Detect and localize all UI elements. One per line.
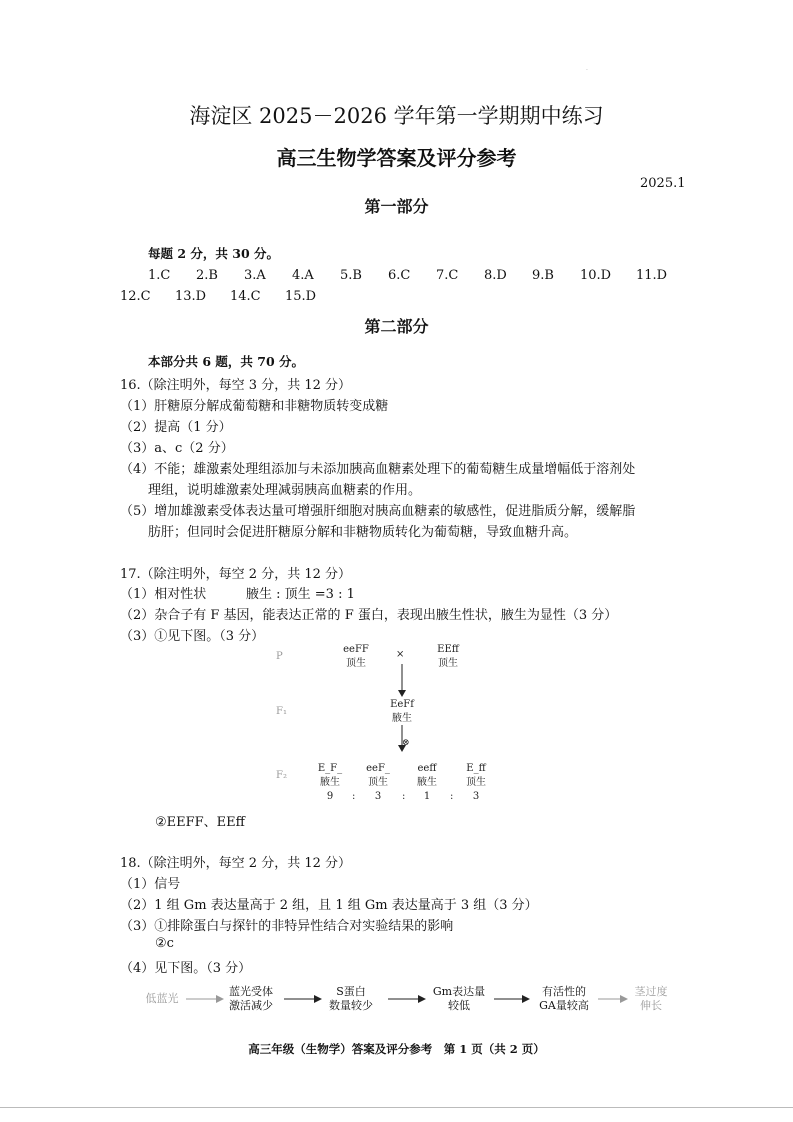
f2-phenotype: 顶生 (466, 777, 486, 788)
flow-step-2-line1: S蛋白 (336, 985, 366, 998)
f2-class (358, 762, 398, 804)
flow-step-4-line1: 有活性的 (542, 985, 586, 998)
parent2-phenotype: 顶生 (438, 658, 458, 669)
q16-answer-5b: 肪肝；但同时会促进肝糖原分解和非糖物质转化为葡萄糖，导致血糖升高。 (148, 525, 578, 540)
parent1-genotype: eeFF (343, 644, 369, 655)
arrow-down-icon (398, 690, 406, 697)
mc-answer: 10.D (580, 268, 612, 283)
arrow-right-icon (216, 995, 224, 1003)
flow-step-3-line1: Gm表达量 (432, 985, 486, 998)
flow-arrows (184, 992, 634, 1006)
q18-answer-2: （2）1 组 Gm 表达量高于 2 组，且 1 组 Gm 表达量高于 3 组（3 分） (120, 898, 538, 913)
q17-answer-1a: （1）相对性状 (120, 587, 207, 602)
mc-answer: 9.B (532, 268, 554, 283)
q16-answer-5a: （5）增加雄激素受体表达量可增强肝细胞对胰高血糖素的敏感性，促进脂质分解，缓解脂 (120, 504, 636, 519)
f2-class (456, 762, 496, 804)
f2-class (407, 762, 447, 804)
q18-header: 18.（除注明外，每空 2 分，共 12 分） (120, 856, 352, 871)
mc-answer: 1.C (148, 268, 171, 283)
f2-genotype: E_ff (466, 763, 486, 774)
f1-generation-label: F₁ (276, 706, 287, 717)
flow-step-1-line1: 蓝光受体 (229, 985, 273, 998)
q17-answer-3: （3）①见下图。（3 分） (120, 629, 265, 644)
mc-answer: 7.C (436, 268, 459, 283)
bottom-divider (0, 1107, 793, 1108)
arrow-right-icon (418, 995, 426, 1003)
f2-ratio: 3 (472, 791, 480, 802)
f1-genotype: EeFf (390, 699, 414, 710)
part1-heading: 第一部分 (364, 197, 429, 216)
parent1 (336, 643, 376, 671)
mc-answer: 4.A (292, 268, 314, 283)
exam-date: 2025.1 (640, 176, 686, 191)
part1-note: 每题 2 分，共 30 分。 (148, 246, 280, 261)
flow-step-5-line2: 伸长 (640, 999, 662, 1012)
flow-step-5 (628, 985, 674, 1013)
f2-phenotype: 腋生 (320, 777, 340, 788)
f2-ratio: 1 (423, 791, 431, 802)
f2-ratio: 9 (326, 791, 334, 802)
flow-step-1-line2: 激活减少 (229, 999, 273, 1012)
flow-step-3-line2: 较低 (448, 999, 470, 1012)
arrow-right-icon (620, 995, 628, 1003)
flow-step-2-line2: 数量较少 (329, 999, 373, 1012)
parent1-phenotype: 顶生 (346, 658, 366, 669)
f1-offspring (382, 698, 422, 726)
mc-answer: 3.A (244, 268, 266, 283)
p-generation-label: P (276, 651, 283, 662)
flow-step-5-line1: 茎过度 (634, 985, 668, 998)
arrow-right-icon (314, 995, 322, 1003)
mc-answer: 15.D (285, 289, 317, 304)
f2-generation-label: F₂ (276, 770, 287, 781)
mc-answer: 12.C (120, 289, 151, 304)
q17-answer-4: ②EEFF、EEff (155, 815, 245, 830)
f2-phenotype: 腋生 (417, 777, 437, 788)
q18-answer-1: （1）信号 (120, 877, 181, 892)
q17-header: 17.（除注明外，每空 2 分，共 12 分） (120, 567, 352, 582)
mc-answer: 14.C (230, 289, 261, 304)
selfing-symbol: ⊗ (402, 738, 410, 748)
cross-symbol: × (396, 649, 405, 660)
q18-answer-5: （4）见下图。（3 分） (120, 961, 252, 976)
f2-genotype: eeff (417, 763, 437, 774)
mc-answer: 8.D (484, 268, 507, 283)
mc-answer: 2.B (196, 268, 218, 283)
part2-note: 本部分共 6 题，共 70 分。 (148, 354, 305, 369)
q16-answer-2: （2）提高（1 分） (120, 420, 232, 435)
q16-answer-4b: 理组，说明雄激素处理减弱胰高血糖素的作用。 (148, 483, 422, 498)
page-title: 海淀区 2025－2026 学年第一学期期中练习 (189, 104, 604, 128)
q16-answer-3: （3）a、c（2 分） (120, 441, 234, 456)
q17-answer-2: （2）杂合子有 F 基因，能表达正常的 F 蛋白，表现出腋生性状，腋生为显性（3 分） (120, 608, 618, 623)
page-subtitle: 高三生物学答案及评分参考 (276, 146, 517, 170)
corner-mark: . (586, 65, 588, 72)
q18-answer-4: ②c (155, 936, 174, 951)
q16-header: 16.（除注明外，每空 3 分，共 12 分） (120, 378, 352, 393)
mc-answer: 13.D (175, 289, 207, 304)
q17-answer-1b: 腋生 : 顶生 =3 : 1 (246, 587, 355, 602)
q18-answer-3: （3）①排除蛋白与探针的非特异性结合对实验结果的影响 (120, 919, 454, 934)
page-footer: 高三年级（生物学）答案及评分参考 第 1 页（共 2 页） (248, 1042, 545, 1056)
parent2-genotype: EEff (437, 644, 459, 655)
flow-start: 低蓝光 (145, 992, 179, 1005)
mc-answer: 11.D (636, 268, 668, 283)
ratio-separator: : (352, 791, 356, 802)
mc-answer: 5.B (340, 268, 362, 283)
f2-genotype: E_F_ (317, 763, 343, 774)
q16-answer-4a: （4）不能；雄激素处理组添加与未添加胰高血糖素处理下的葡萄糖生成量增幅低于溶剂处 (120, 462, 636, 477)
flow-step-4-line2: GA量较高 (539, 999, 589, 1012)
f2-phenotype: 顶生 (368, 777, 388, 788)
q16-answer-1: （1）肝糖原分解成葡萄糖和非糖物质转变成糖 (120, 399, 389, 414)
part2-heading: 第二部分 (364, 317, 429, 336)
ratio-separator: : (402, 791, 406, 802)
parent2 (428, 643, 468, 671)
mc-answer: 6.C (388, 268, 411, 283)
f2-ratio: 3 (374, 791, 382, 802)
f1-phenotype: 腋生 (392, 713, 412, 724)
ratio-separator: : (450, 791, 454, 802)
f2-genotype: eeF_ (366, 763, 390, 774)
arrow-right-icon (522, 995, 530, 1003)
f2-class (310, 762, 350, 804)
